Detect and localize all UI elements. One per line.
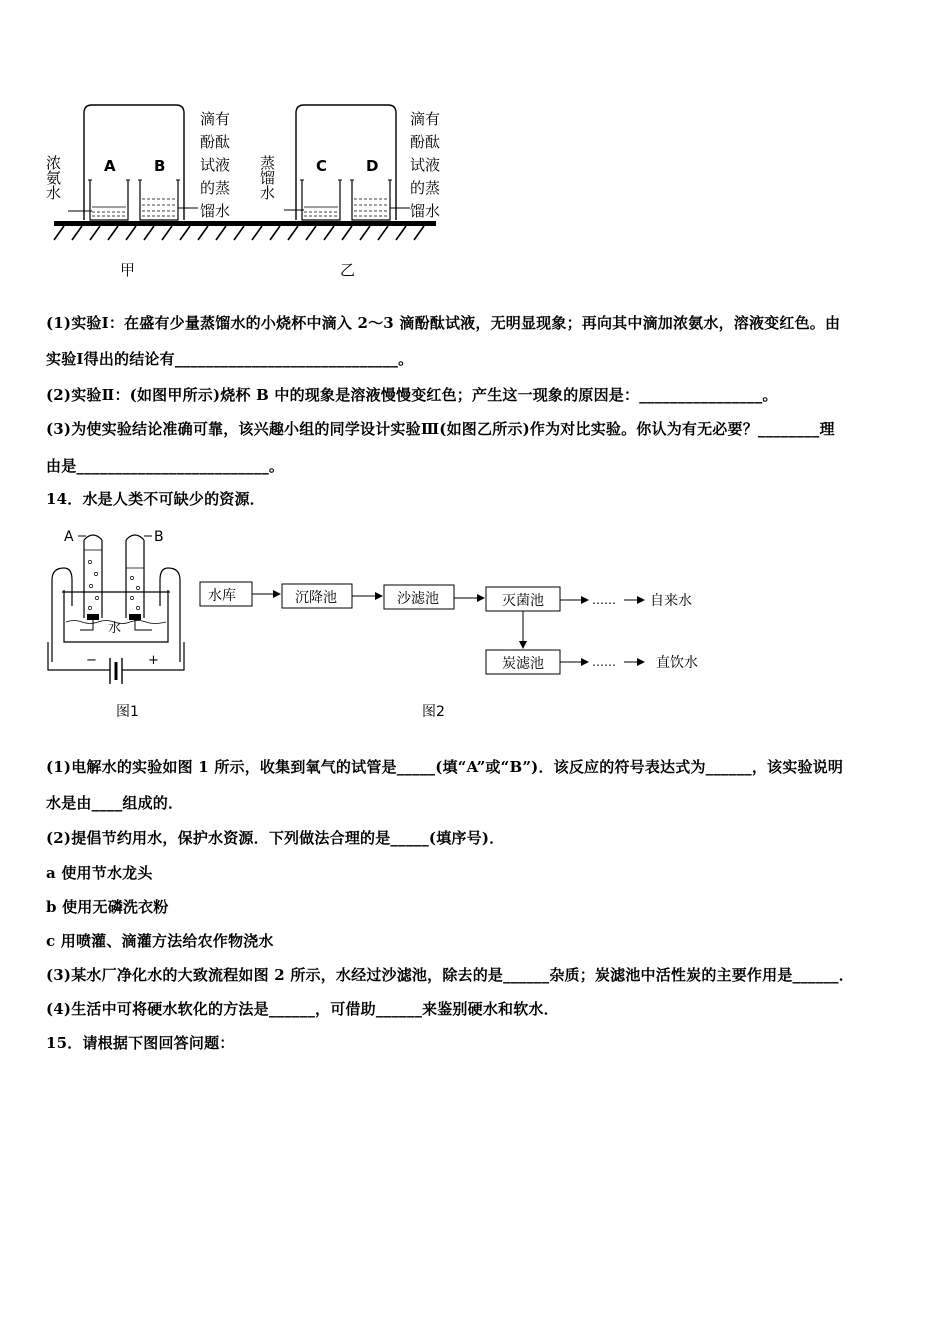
hatch-mark: [252, 226, 262, 240]
hatch-mark: [180, 226, 190, 240]
q13-part1-line1: (1)实验Ⅰ：在盛有少量蒸馏水的小烧杯中滴入 2～3 滴酚酞试液，无明显现象；再向其中滴加浓氨水，溶液变红色。由: [46, 314, 841, 332]
label-positive: +: [148, 653, 159, 668]
q14-part2: (2)提倡节约用水，保护水资源．下列做法合理的是_____(填序号)．: [46, 829, 505, 847]
q14-part3: (3)某水厂净化水的大致流程如图 2 所示，水经过沙滤池，除去的是______杂质；炭滤池中活性炭的主要作用是______．: [46, 966, 854, 984]
label-phenolphthalein-water-jia: 滴有酚酞试液的蒸馏水: [200, 110, 231, 220]
q14-part4: (4)生活中可将硬水软化的方法是______，可借助______来鉴别硬水和软水．: [46, 1000, 559, 1018]
hatch-mark: [234, 226, 244, 240]
bell-jar-jia: [84, 105, 184, 220]
label-beaker-a: A: [104, 157, 116, 175]
caption-jia: 甲: [120, 261, 136, 279]
q13-part3-line2: 由是_________________________。: [46, 457, 285, 475]
hatch-mark: [270, 226, 280, 240]
label-tube-a: A: [64, 529, 74, 545]
hatch-mark: [90, 226, 100, 240]
hatch-mark: [72, 226, 82, 240]
hatch-mark: [126, 226, 136, 240]
label-water: 水: [108, 621, 122, 636]
caption-yi: 乙: [340, 261, 356, 279]
bell-jar-yi: [296, 105, 396, 220]
label-beaker-c: C: [316, 157, 328, 175]
hatch-mark: [108, 226, 118, 240]
beaker-b: [138, 180, 180, 220]
hatch-mark: [216, 226, 226, 240]
label-sand-filter: 沙滤池: [397, 591, 439, 607]
hatch-mark: [396, 226, 406, 240]
q14-option-a: a 使用节水龙头: [46, 864, 153, 882]
label-settling-tank: 沉降池: [295, 590, 337, 606]
label-tube-b: B: [154, 529, 164, 545]
q13-part1-line2: 实验Ⅰ得出的结论有_____________________________。: [46, 350, 414, 368]
hatch-mark: [144, 226, 154, 240]
hatch-mark: [324, 226, 334, 240]
label-reservoir: 水库: [208, 588, 236, 604]
q13-part2: (2)实验Ⅱ：(如图甲所示)烧杯 B 中的现象是溶液慢慢变红色；产生这一现象的原因是：________________。: [46, 386, 778, 404]
hatch-mark: [306, 226, 316, 240]
ammonia-diffusion-figure: [40, 95, 460, 285]
hatch-mark: [360, 226, 370, 240]
hatch-mark: [378, 226, 388, 240]
q15-title: 15．请根据下图回答问题：: [46, 1034, 235, 1052]
q14-title: 14．水是人类不可缺少的资源．: [46, 490, 265, 508]
beaker-d: [350, 180, 392, 220]
hatch-mark: [414, 226, 424, 240]
q14-part1-line1: (1)电解水的实验如图 1 所示，收集到氧气的试管是_____(填“A”或“B”)．该反应的符号表达式为______，该实验说明: [46, 758, 844, 776]
label-distilled-water: 蒸馏水: [258, 155, 276, 200]
table-surface: [54, 221, 436, 240]
label-drinking-water: 直饮水: [656, 655, 698, 671]
label-sterilization-tank: 灭菌池: [502, 593, 544, 609]
label-ammonia: 浓氨水: [44, 155, 62, 200]
water-treatment-flow-figure: [196, 570, 736, 720]
caption-fig2: 图2: [422, 704, 445, 720]
caption-fig1: 图1: [116, 704, 139, 720]
hatch-mark: [342, 226, 352, 240]
hatch-mark: [198, 226, 208, 240]
q13-part3-line1: (3)为使实验结论准确可靠，该兴趣小组的同学设计实验Ⅲ(如图乙所示)作为对比实验。你认为有无必要？________理: [46, 420, 835, 438]
label-negative: −: [86, 653, 97, 668]
beaker-a: [88, 180, 130, 220]
label-tap-water: 自来水: [650, 593, 692, 609]
dots-drinking-water: ……: [592, 655, 616, 669]
beaker-c: [300, 180, 342, 220]
dots-tap-water: ……: [592, 593, 616, 607]
q14-part1-line2: 水是由____组成的．: [46, 794, 184, 812]
hatch-mark: [288, 226, 298, 240]
label-beaker-b: B: [154, 157, 166, 175]
electrolysis-figure: [44, 522, 194, 722]
label-phenolphthalein-water-yi: 滴有酚酞试液的蒸馏水: [410, 110, 441, 220]
hatch-mark: [162, 226, 172, 240]
q14-option-c: c 用喷灌、滴灌方法给农作物浇水: [46, 932, 274, 950]
hatch-mark: [54, 226, 64, 240]
label-beaker-d: D: [366, 157, 379, 175]
q14-option-b: b 使用无磷洗衣粉: [46, 898, 169, 916]
label-carbon-filter: 炭滤池: [502, 656, 544, 672]
